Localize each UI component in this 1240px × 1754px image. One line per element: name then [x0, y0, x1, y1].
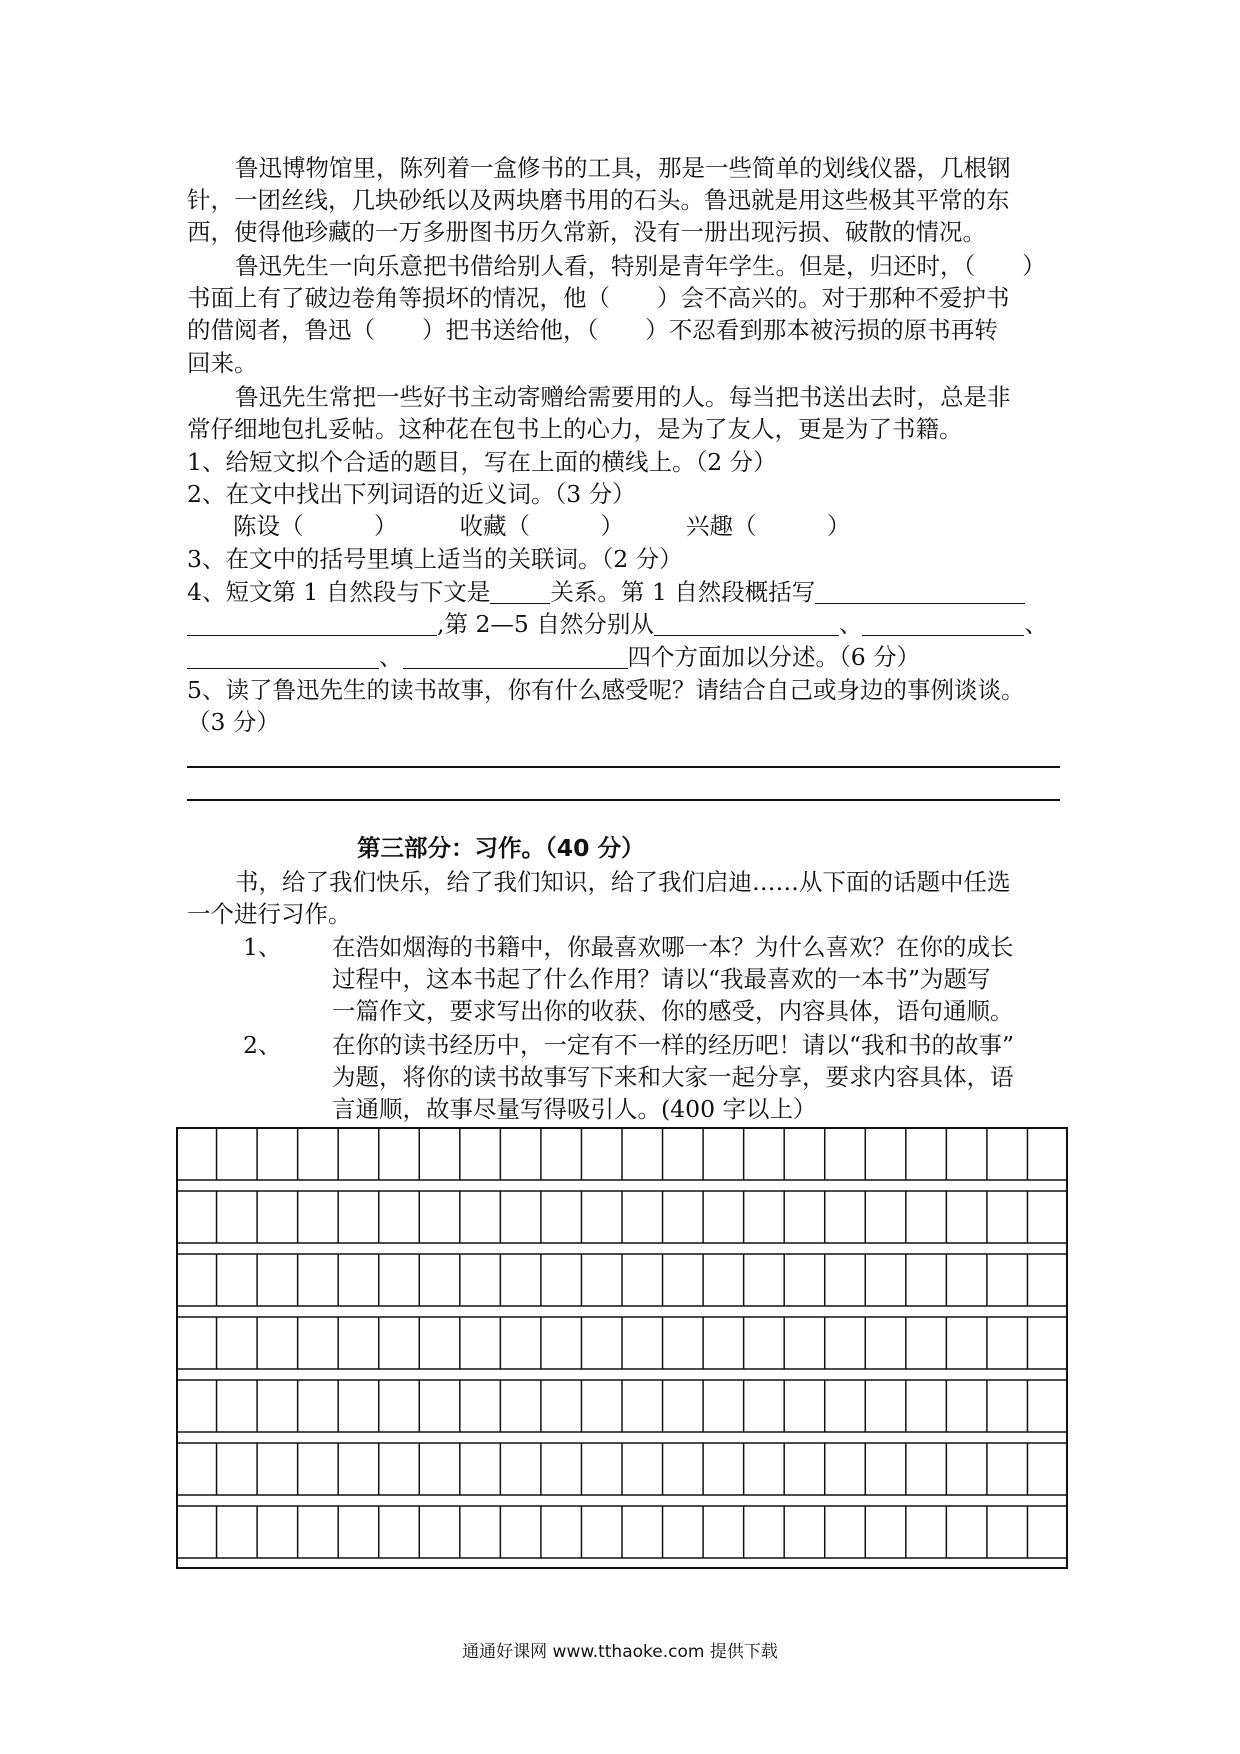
word-blank[interactable]: 收藏（ ） — [459, 512, 624, 540]
answer-blank[interactable] — [862, 611, 1024, 636]
question-2-words — [233, 510, 1113, 542]
answer-blank[interactable] — [187, 611, 437, 636]
passage-line: 鲁迅博物馆里，陈列着一盒修书的工具，那是一些简单的划线仪器，几根钢 — [235, 154, 1011, 182]
answer-blank[interactable] — [187, 644, 379, 669]
question-5-points: （3 分） — [187, 708, 280, 736]
q4-text: ,第 2—5 自然分别从 — [437, 610, 654, 638]
topic-line: 过程中，这本书起了什么作用？请以“我最喜欢的一本书”为题写 — [332, 965, 991, 993]
passage-line: 书面上有了破边卷角等损坏的情况，他（ ）会不高兴的。对于那种不爱护书 — [187, 284, 1010, 312]
writing-grid[interactable] — [176, 1127, 1068, 1572]
topic-line: 为题，将你的读书故事写下来和大家一起分享，要求内容具体，语 — [332, 1063, 1014, 1091]
question-4-line3 — [187, 641, 1067, 673]
q4-text: 关系。第 1 自然段概括写 — [550, 578, 816, 606]
q4-text: 4、短文第 1 自然段与下文是 — [187, 578, 491, 606]
topic-line: 一篇作文，要求写出你的收获、你的感受，内容具体，语句通顺。 — [332, 997, 1014, 1025]
answer-blank[interactable] — [654, 611, 839, 636]
composition-intro: 一个进行习作。 — [187, 900, 352, 928]
answer-blank[interactable] — [403, 644, 628, 669]
question-4-line2 — [187, 608, 1067, 640]
answer-blank[interactable] — [490, 579, 550, 604]
topic-line: 言通顺，故事尽量写得吸引人。(400 字以上） — [332, 1095, 817, 1123]
question-2: 2、在文中找出下列词语的近义词。（3 分） — [187, 480, 636, 508]
question-1: 1、给短文拟个合适的题目，写在上面的横线上。（2 分） — [187, 448, 777, 476]
answer-line[interactable] — [187, 766, 1060, 768]
topic-line: 在浩如烟海的书籍中，你最喜欢哪一本？为什么喜欢？在你的成长 — [332, 933, 1014, 961]
composition-intro: 书，给了我们快乐，给了我们知识，给了我们启迪……从下面的话题中任选 — [235, 868, 1011, 896]
section-title: 第三部分：习作。（40 分） — [357, 834, 645, 862]
passage-line: 鲁迅先生一向乐意把书借给别人看，特别是青年学生。但是，归还时，（ ） — [235, 252, 1046, 280]
answer-line[interactable] — [187, 799, 1060, 801]
word-blank[interactable]: 陈设（ ） — [233, 512, 398, 540]
answer-blank[interactable] — [815, 579, 1025, 604]
passage-line: 西，使得他珍藏的一万多册图书历久常新，没有一册出现污损、破散的情况。 — [187, 218, 986, 246]
passage-line: 常仔细地包扎妥帖。这种花在包书上的心力，是为了友人，更是为了书籍。 — [187, 415, 963, 443]
question-4-line1 — [187, 576, 1067, 608]
topic-number: 1、 — [243, 933, 282, 961]
word-blank[interactable]: 兴趣（ ） — [686, 512, 851, 540]
passage-line: 的借阅者，鲁迅（ ）把书送给他，（ ）不忍看到那本被污损的原书再转 — [187, 316, 998, 344]
q4-sep: 、 — [1024, 610, 1048, 638]
q4-text: 四个方面加以分述。（6 分） — [627, 643, 921, 671]
passage-line: 针，一团丝线，几块砂纸以及两块磨书用的石头。鲁迅就是用这些极其平常的东 — [187, 186, 1010, 214]
footer: 通通好课网 www.tthaoke.com 提供下载 — [462, 1642, 778, 1662]
topic-line: 在你的读书经历中，一定有不一样的经历吧！请以“我和书的故事” — [332, 1031, 1015, 1059]
question-5: 5、读了鲁迅先生的读书故事，你有什么感受呢？请结合自己或身边的事例谈谈。 — [187, 676, 1025, 704]
question-3: 3、在文中的括号里填上适当的关联词。（2 分） — [187, 545, 683, 573]
q4-sep: 、 — [838, 610, 863, 638]
topic-number: 2、 — [243, 1031, 282, 1059]
passage-line: 鲁迅先生常把一些好书主动寄赠给需要用的人。每当把书送出去时，总是非 — [235, 383, 1011, 411]
passage-line: 回来。 — [187, 349, 258, 377]
q4-sep: 、 — [379, 643, 403, 671]
